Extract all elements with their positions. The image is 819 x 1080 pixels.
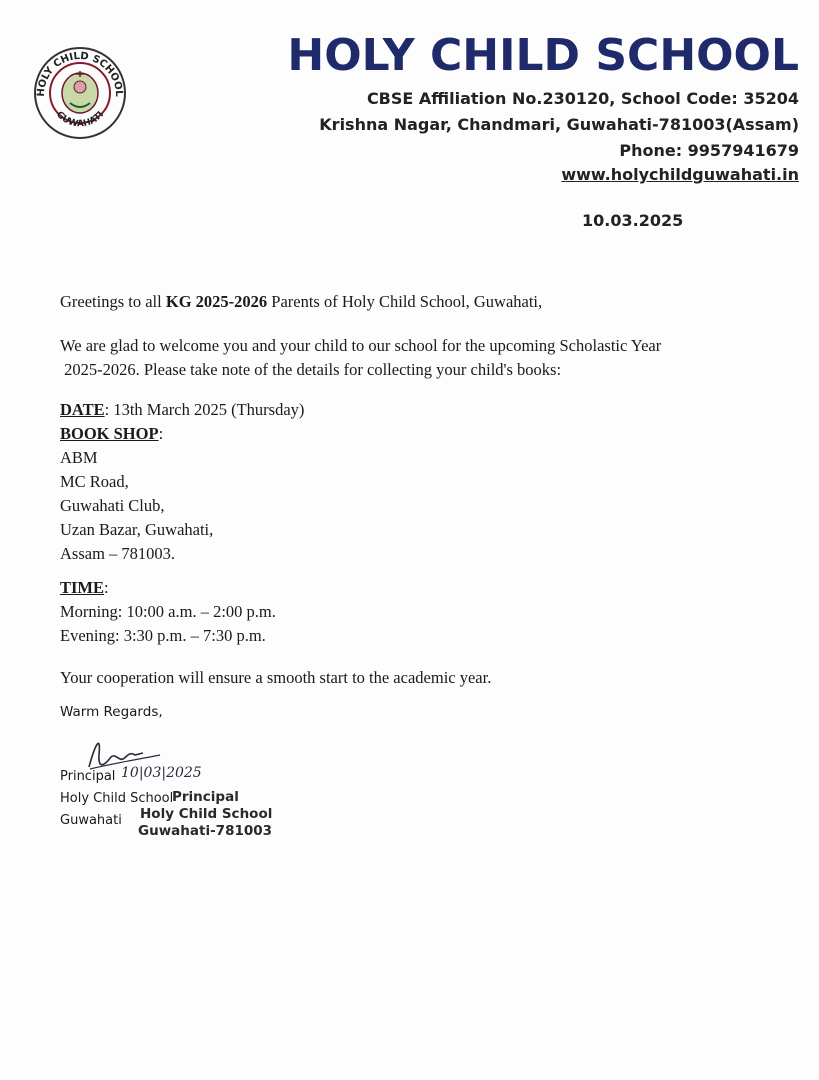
logo-top-text: HOLY CHILD SCHOOL [35, 50, 125, 97]
phone-line: Phone: 9957941679 [619, 141, 799, 160]
welcome-line-2: 2025-2026. Please take note of the details for collecting your child's books: [60, 360, 562, 379]
warm-regards: Warm Regards, [60, 704, 163, 720]
greeting-class: KG 2025-2026 [165, 292, 268, 311]
principal-label: Principal [60, 769, 116, 784]
city-label: Guwahati [60, 813, 122, 828]
letter-date: 10.03.2025 [582, 211, 684, 230]
address-line: Krishna Nagar, Chandmari, Guwahati-781003(Assam) [319, 115, 799, 134]
date-value: : 13th March 2025 (Thursday) [104, 400, 305, 419]
bookshop-line: MC Road, [60, 472, 129, 491]
bookshop-line: Uzan Bazar, Guwahati, [60, 520, 214, 539]
date-label: DATE [60, 400, 105, 419]
website-link[interactable]: www.holychildguwahati.in [561, 165, 799, 184]
bookshop-label: BOOK SHOP [60, 424, 159, 443]
welcome-paragraph [60, 334, 661, 382]
stamp-city: Guwahati-781003 [138, 823, 273, 839]
bookshop-line: ABM [60, 448, 98, 467]
handwritten-date: 10|03|2025 [121, 765, 202, 781]
time-label: TIME [60, 578, 105, 597]
time-block [60, 576, 276, 648]
welcome-line-1: We are glad to welcome you and your child to our school for the upcoming Scholastic Year [60, 336, 662, 355]
bookshop-heading: BOOK SHOP: [60, 424, 164, 443]
affiliation-line: CBSE Affiliation No.230120, School Code: 35204 [366, 89, 799, 108]
morning-time: Morning: 10:00 a.m. – 2:00 p.m. [60, 602, 276, 621]
school-logo [30, 45, 130, 140]
stamp-principal: Principal [172, 789, 239, 805]
greeting: Greetings to all KG 2025-2026 Parents of Holy Child School, Guwahati, [60, 292, 543, 311]
school-label: Holy Child School [60, 791, 174, 806]
school-name: HOLY CHILD SCHOOL [287, 30, 799, 81]
stamp-school: Holy Child School [140, 806, 273, 822]
details-block [60, 398, 304, 566]
logo-bottom-text: GUWAHATI [53, 109, 107, 130]
evening-time: Evening: 3:30 p.m. – 7:30 p.m. [60, 626, 266, 645]
time-heading: TIME: [60, 578, 109, 597]
cooperation-line: Your cooperation will ensure a smooth start to the academic year. [60, 668, 492, 687]
date-detail [60, 398, 304, 422]
bookshop-line: Assam – 781003. [60, 544, 176, 563]
school-crest-icon [62, 71, 98, 113]
bookshop-line: Guwahati Club, [60, 496, 165, 515]
